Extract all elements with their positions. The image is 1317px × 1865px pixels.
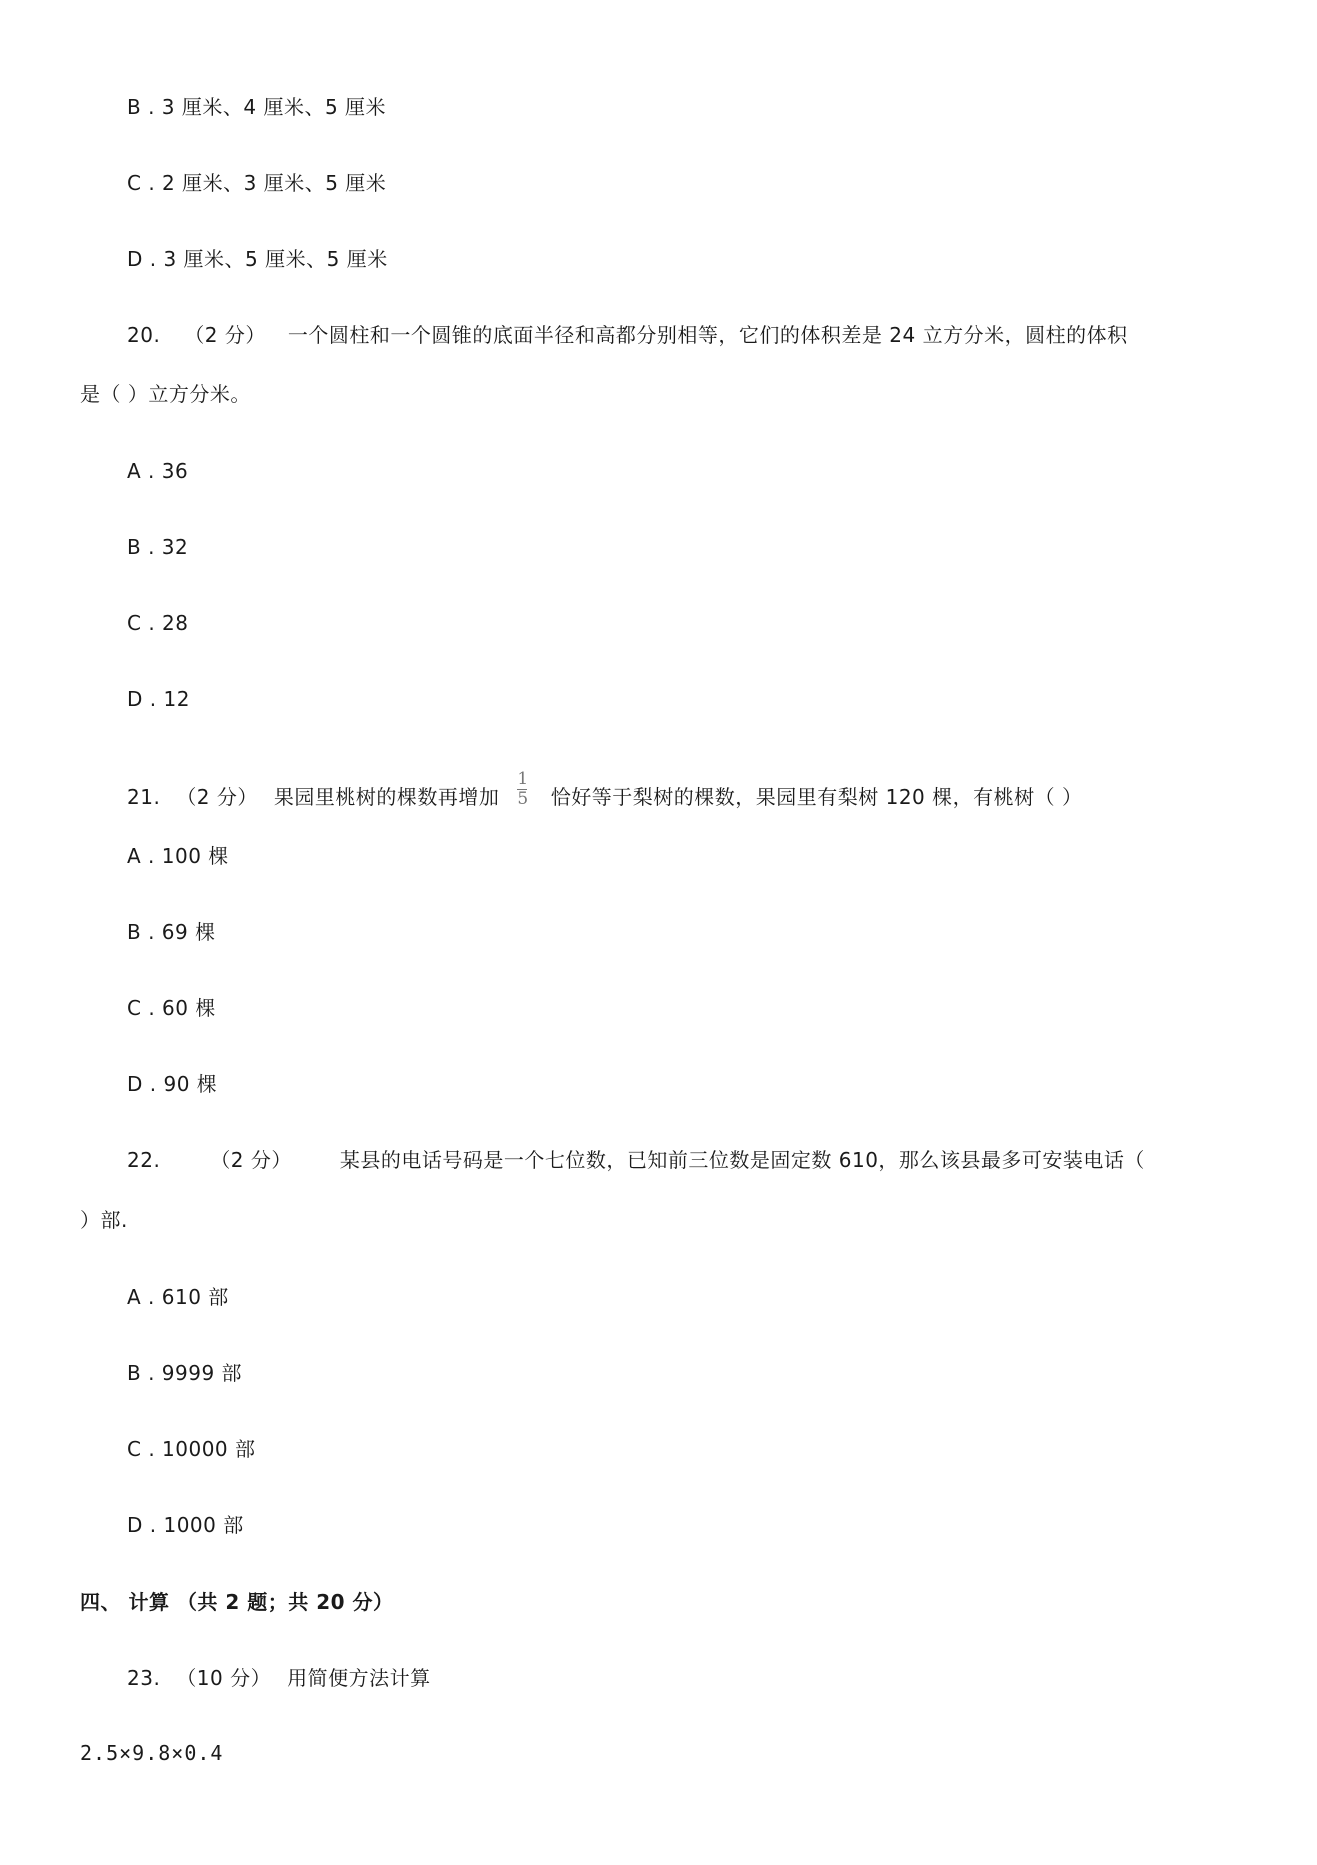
question-score: （2 分） <box>176 785 258 809</box>
question-text: 一个圆柱和一个圆锥的底面半径和高都分别相等，它们的体积差是 24 立方分米，圆柱的体积 <box>287 323 1128 347</box>
q19-option-c: C . 2 厘米、3 厘米、5 厘米 <box>127 171 387 195</box>
q21-option-d: D . 90 棵 <box>127 1072 218 1096</box>
q21-option-c: C . 60 棵 <box>127 996 216 1020</box>
question-text-continued: 恰好等于梨树的棵数，果园里有梨树 120 棵，有桃树（ ） <box>550 785 1083 809</box>
question-20-stem-continued: 是（ ）立方分米。 <box>80 382 251 406</box>
q22-option-a: A . 610 部 <box>127 1285 229 1309</box>
q21-option-a: A . 100 棵 <box>127 844 229 868</box>
question-number: 22. <box>127 1148 161 1172</box>
fraction-denominator: 5 <box>517 789 529 809</box>
q20-option-b: B . 32 <box>127 535 189 559</box>
question-number: 21. <box>127 785 161 809</box>
q19-option-d: D . 3 厘米、5 厘米、5 厘米 <box>127 247 388 271</box>
q21-option-b: B . 69 棵 <box>127 920 216 944</box>
question-21-stem <box>127 769 1083 817</box>
question-number: 20. <box>127 323 161 347</box>
fraction-one-fifth <box>517 771 528 808</box>
calculation-expression: 2.5×9.8×0.4 <box>80 1741 224 1765</box>
q20-option-a: A . 36 <box>127 459 189 483</box>
question-22-stem-continued: ）部. <box>80 1208 128 1232</box>
question-score: （2 分） <box>210 1148 292 1172</box>
q20-option-c: C . 28 <box>127 611 189 635</box>
question-text: 果园里桃树的棵数再增加 <box>273 785 500 809</box>
question-text: 某县的电话号码是一个七位数，已知前三位数是固定数 610，那么该县最多可安装电话（ <box>339 1148 1145 1172</box>
question-20-stem <box>127 321 1128 349</box>
q19-option-b: B . 3 厘米、4 厘米、5 厘米 <box>127 95 387 119</box>
question-text: 用简便方法计算 <box>287 1666 431 1690</box>
section-heading: 四、 计算 （共 2 题；共 20 分） <box>80 1590 394 1614</box>
q20-option-d: D . 12 <box>127 687 190 711</box>
q22-option-b: B . 9999 部 <box>127 1361 243 1385</box>
question-22-stem <box>127 1146 1145 1174</box>
question-score: （10 分） <box>176 1666 272 1690</box>
question-number: 23. <box>127 1666 161 1690</box>
q22-option-c: C . 10000 部 <box>127 1437 256 1461</box>
question-23-stem <box>127 1664 431 1692</box>
fraction-numerator: 1 <box>517 769 529 789</box>
question-score: （2 分） <box>184 323 266 347</box>
q22-option-d: D . 1000 部 <box>127 1513 244 1537</box>
